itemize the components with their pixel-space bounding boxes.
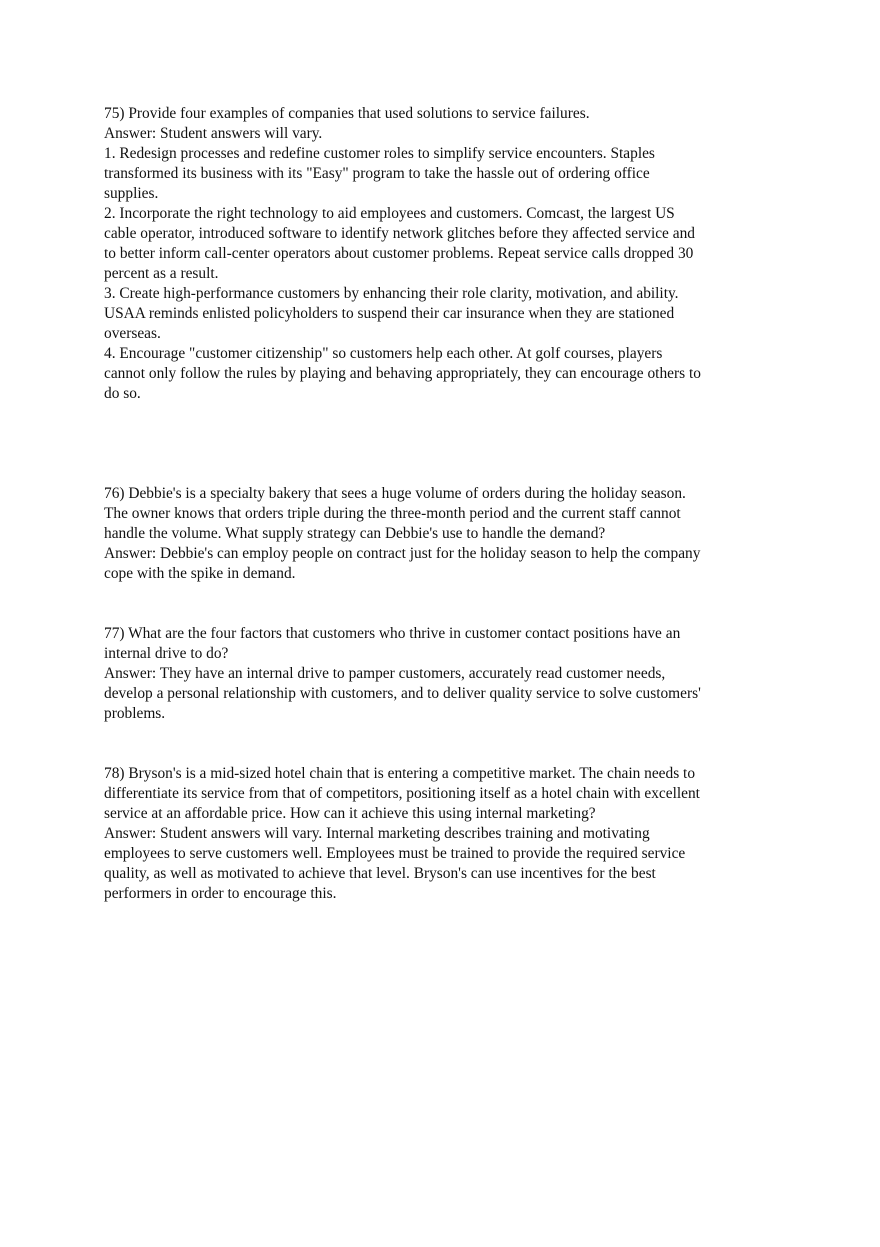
question-75-line: overseas. [104, 325, 161, 342]
question-77-line: internal drive to do? [104, 645, 229, 662]
question-75-line: 4. Encourage "customer citizenship" so customers help each other. At golf courses, players [104, 345, 663, 362]
question-75-line: 2. Incorporate the right technology to aid employees and customers. Comcast, the largest US [104, 205, 675, 222]
question-77-line: Answer: They have an internal drive to pamper customers, accurately read customer needs, [104, 665, 666, 682]
question-75-line: supplies. [104, 185, 159, 202]
question-77-line: problems. [104, 705, 166, 722]
question-77 [104, 624, 794, 724]
question-76-line: 76) Debbie's is a specialty bakery that sees a huge volume of orders during the holiday season. [104, 485, 686, 502]
question-75-line: USAA reminds enlisted policyholders to suspend their car insurance when they are stationed [104, 305, 675, 322]
question-78-line: service at an affordable price. How can it achieve this using internal marketing? [104, 805, 596, 822]
question-75-line: 75) Provide four examples of companies that used solutions to service failures. [104, 105, 590, 122]
question-75-line: to better inform call-center operators about customer problems. Repeat service calls dropped 30 [104, 245, 694, 262]
document-page [104, 104, 794, 904]
question-78-line: quality, as well as motivated to achieve that level. Bryson's can use incentives for the best [104, 865, 656, 882]
question-75 [104, 104, 794, 404]
question-76-line: Answer: Debbie's can employ people on contract just for the holiday season to help the company [104, 545, 701, 562]
question-78-line: Answer: Student answers will vary. Internal marketing describes training and motivating [104, 825, 650, 842]
question-75-line: Answer: Student answers will vary. [104, 125, 323, 142]
question-75-line: do so. [104, 385, 141, 402]
question-76-line: handle the volume. What supply strategy can Debbie's use to handle the demand? [104, 525, 606, 542]
question-75-line: 3. Create high-performance customers by enhancing their role clarity, motivation, and ability. [104, 285, 679, 302]
question-75-line: percent as a result. [104, 265, 219, 282]
question-75-line: 1. Redesign processes and redefine customer roles to simplify service encounters. Staples [104, 145, 655, 162]
question-78-line: 78) Bryson's is a mid-sized hotel chain that is entering a competitive market. The chain needs to [104, 765, 696, 782]
question-76-line: cope with the spike in demand. [104, 565, 296, 582]
question-78-line: performers in order to encourage this. [104, 885, 337, 902]
question-78 [104, 764, 794, 904]
question-76-line: The owner knows that orders triple during the three-month period and the current staff cannot [104, 505, 681, 522]
question-78-line: employees to serve customers well. Employees must be trained to provide the required service [104, 845, 686, 862]
question-77-line: 77) What are the four factors that customers who thrive in customer contact positions have an [104, 625, 681, 642]
question-75-line: cannot only follow the rules by playing and behaving appropriately, they can encourage others to [104, 365, 701, 382]
question-78-line: differentiate its service from that of competitors, positioning itself as a hotel chain with excellent [104, 785, 700, 802]
question-75-line: cable operator, introduced software to identify network glitches before they affected service and [104, 225, 695, 242]
question-77-line: develop a personal relationship with customers, and to deliver quality service to solve customers' [104, 685, 701, 702]
question-76 [104, 484, 794, 584]
question-75-line: transformed its business with its "Easy" program to take the hassle out of ordering office [104, 165, 650, 182]
